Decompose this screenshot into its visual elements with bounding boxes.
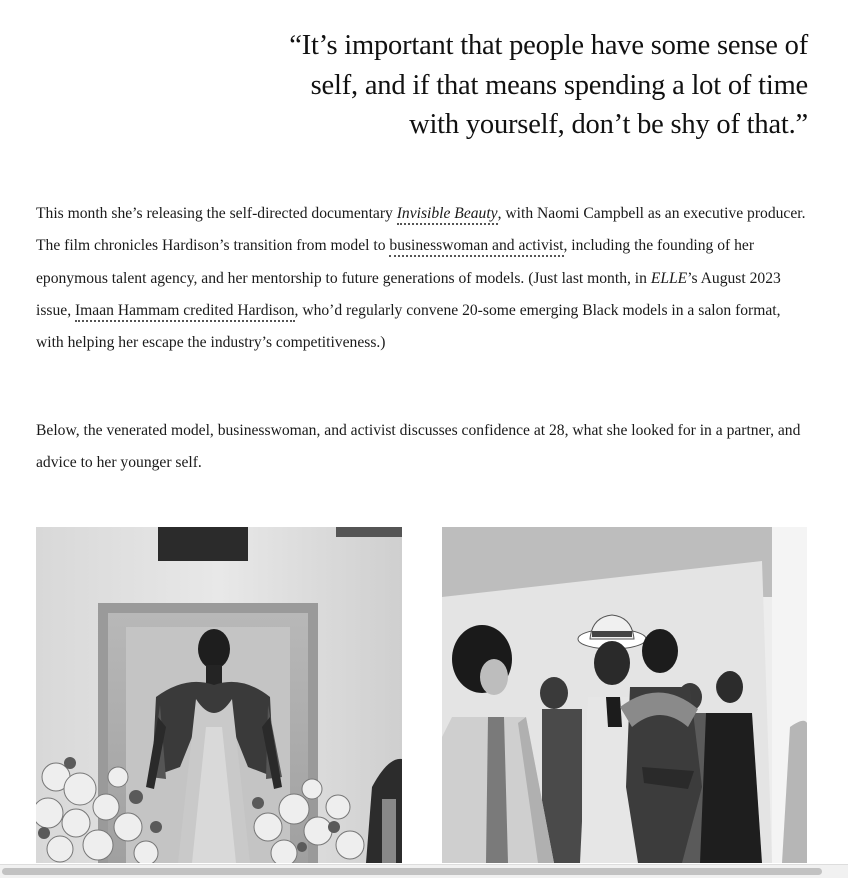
- film-title[interactable]: Invisible Beauty: [396, 205, 498, 222]
- film-title-link[interactable]: [397, 205, 498, 225]
- paragraph-text: , who’d regularly convene 20-some emerging Black models in a salon format, with helping her escape the industry’s competitiveness.): [36, 301, 781, 352]
- party-photo: [442, 527, 807, 863]
- party-photo-image: [442, 527, 807, 863]
- scrollbar-thumb[interactable]: [2, 868, 822, 875]
- pull-quote-line: “It’s important that people have some sense of: [289, 30, 808, 61]
- paragraph-text: ’s August 2023 issue,: [36, 269, 781, 319]
- paragraph-text: , with Naomi Campbell as an executive producer. The film chronicles Hardison’s transition from model to: [36, 205, 806, 255]
- pull-quote-line: with yourself, don’t be shy of that.”: [409, 109, 808, 140]
- runway-photo-image: [36, 527, 402, 863]
- imaan-hammam-link[interactable]: Imaan Hammam credited Hardison: [75, 302, 295, 322]
- magazine-name: ELLE: [650, 269, 688, 287]
- horizontal-scrollbar[interactable]: [0, 864, 848, 878]
- pull-quote: [160, 26, 808, 145]
- runway-photo: [36, 527, 402, 863]
- businesswoman-activist-link[interactable]: businesswoman and activist: [389, 237, 563, 257]
- paragraph-text: This month she’s releasing the self-directed documentary: [36, 205, 397, 222]
- article-paragraph: [36, 198, 808, 359]
- paragraph-text: , including the founding of her eponymous talent agency, and her mentorship to future generations of models. (Just last month, in: [36, 237, 755, 287]
- pull-quote-line: self, and if that means spending a lot of time: [310, 69, 808, 101]
- article-paragraph: Below, the venerated model, businesswoman, and activist discusses confidence at 28, what she looked for in a partner, and advice to her younger self.: [36, 422, 801, 472]
